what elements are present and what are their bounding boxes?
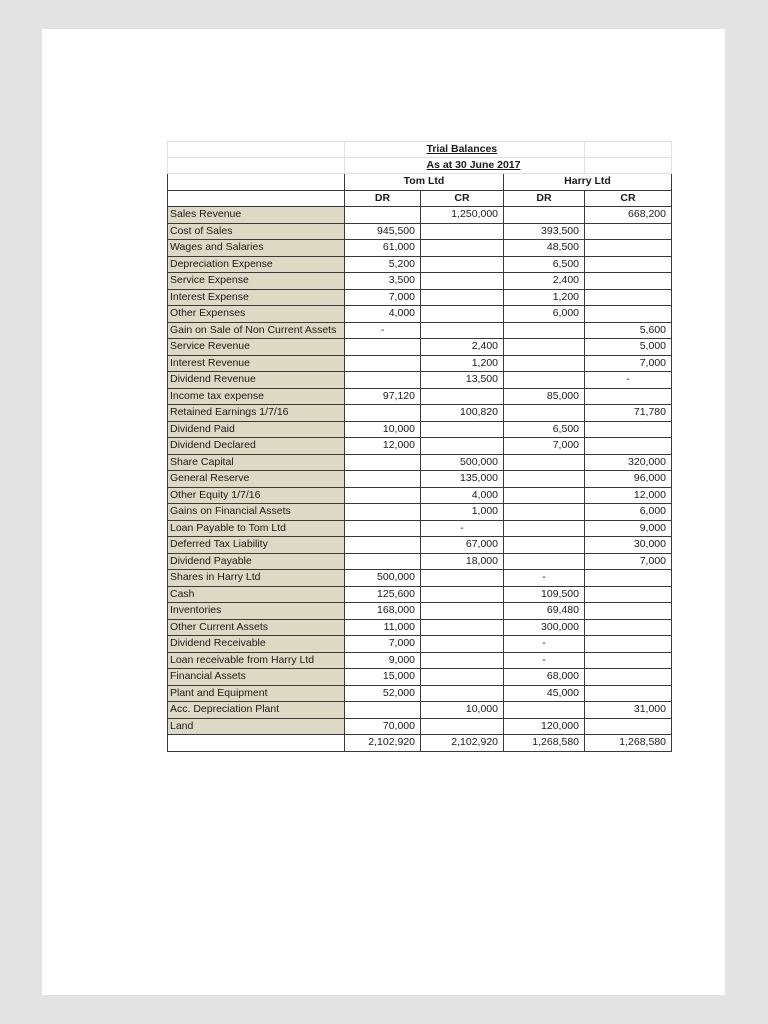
- table-row: [168, 487, 672, 504]
- amount-tom-cr: 1,200: [421, 355, 504, 372]
- company-header-row: [168, 174, 672, 191]
- amount-harry-dr: 45,000: [504, 685, 585, 702]
- amount-harry-cr: 668,200: [585, 207, 672, 224]
- amount-harry-dr: [504, 537, 585, 554]
- amount-tom-cr: [421, 289, 504, 306]
- amount-tom-dr: 7,000: [345, 636, 421, 653]
- amount-harry-cr: 31,000: [585, 702, 672, 719]
- amount-tom-cr: [421, 223, 504, 240]
- table-row: [168, 289, 672, 306]
- amount-tom-cr: [421, 421, 504, 438]
- amount-harry-dr: -: [504, 652, 585, 669]
- amount-tom-dr: 11,000: [345, 619, 421, 636]
- amount-harry-dr: [504, 322, 585, 339]
- table-row: [168, 438, 672, 455]
- amount-harry-cr: 30,000: [585, 537, 672, 554]
- account-label: Deferred Tax Liability: [168, 537, 345, 554]
- amount-harry-dr: 6,500: [504, 256, 585, 273]
- amount-harry-cr: 12,000: [585, 487, 672, 504]
- account-label: Loan receivable from Harry Ltd: [168, 652, 345, 669]
- amount-harry-dr: -: [504, 570, 585, 587]
- amount-tom-dr: 9,000: [345, 652, 421, 669]
- amount-harry-cr: [585, 273, 672, 290]
- amount-tom-cr: [421, 240, 504, 257]
- company-harry-header: Harry Ltd: [504, 174, 672, 191]
- account-label: Cash: [168, 586, 345, 603]
- amount-harry-cr: 7,000: [585, 553, 672, 570]
- account-label: Retained Earnings 1/7/16: [168, 405, 345, 422]
- amount-tom-dr: -: [345, 322, 421, 339]
- table-row: [168, 471, 672, 488]
- amount-harry-cr: 320,000: [585, 454, 672, 471]
- account-label: Wages and Salaries: [168, 240, 345, 257]
- table-row: [168, 636, 672, 653]
- table-row: [168, 454, 672, 471]
- account-label: Other Expenses: [168, 306, 345, 323]
- account-label: Depreciation Expense: [168, 256, 345, 273]
- amount-harry-cr: [585, 421, 672, 438]
- table-row: [168, 553, 672, 570]
- amount-harry-cr: 9,000: [585, 520, 672, 537]
- amount-harry-dr: [504, 207, 585, 224]
- account-label: Income tax expense: [168, 388, 345, 405]
- amount-harry-dr: 300,000: [504, 619, 585, 636]
- amount-tom-dr: 70,000: [345, 718, 421, 735]
- amount-harry-dr: 6,500: [504, 421, 585, 438]
- drcr-header-row: [168, 190, 672, 207]
- amount-tom-cr: 135,000: [421, 471, 504, 488]
- amount-harry-dr: [504, 372, 585, 389]
- account-label: Shares in Harry Ltd: [168, 570, 345, 587]
- account-label: Land: [168, 718, 345, 735]
- table-row: [168, 685, 672, 702]
- amount-tom-cr: [421, 438, 504, 455]
- table-row: [168, 718, 672, 735]
- amount-tom-dr: 10,000: [345, 421, 421, 438]
- amount-harry-cr: [585, 718, 672, 735]
- amount-tom-dr: 7,000: [345, 289, 421, 306]
- amount-tom-dr: [345, 355, 421, 372]
- amount-harry-cr: [585, 652, 672, 669]
- amount-tom-dr: [345, 372, 421, 389]
- amount-harry-dr: 1,200: [504, 289, 585, 306]
- amount-harry-dr: 2,400: [504, 273, 585, 290]
- amount-harry-cr: [585, 636, 672, 653]
- amount-harry-dr: [504, 454, 585, 471]
- amount-tom-cr: [421, 322, 504, 339]
- amount-tom-dr: 3,500: [345, 273, 421, 290]
- amount-harry-cr: [585, 256, 672, 273]
- table-row: [168, 652, 672, 669]
- amount-tom-dr: 125,600: [345, 586, 421, 603]
- amount-tom-cr: [421, 570, 504, 587]
- table-row: [168, 388, 672, 405]
- amount-harry-cr: [585, 240, 672, 257]
- amount-tom-dr: 12,000: [345, 438, 421, 455]
- table-row: [168, 603, 672, 620]
- total-tom-dr: 2,102,920: [345, 735, 421, 752]
- amount-tom-cr: 67,000: [421, 537, 504, 554]
- amount-harry-cr: [585, 619, 672, 636]
- account-label: Dividend Paid: [168, 421, 345, 438]
- amount-harry-dr: 6,000: [504, 306, 585, 323]
- table-row: [168, 240, 672, 257]
- account-label: Inventories: [168, 603, 345, 620]
- total-tom-cr: 2,102,920: [421, 735, 504, 752]
- amount-harry-dr: 48,500: [504, 240, 585, 257]
- amount-tom-dr: [345, 520, 421, 537]
- trial-balance-sheet: [167, 141, 672, 752]
- table-row: [168, 223, 672, 240]
- amount-tom-cr: 500,000: [421, 454, 504, 471]
- amount-harry-cr: 7,000: [585, 355, 672, 372]
- amount-tom-cr: 2,400: [421, 339, 504, 356]
- amount-tom-cr: [421, 586, 504, 603]
- amount-tom-cr: [421, 636, 504, 653]
- amount-harry-cr: [585, 388, 672, 405]
- account-label: Acc. Depreciation Plant: [168, 702, 345, 719]
- amount-harry-dr: [504, 487, 585, 504]
- amount-tom-dr: [345, 454, 421, 471]
- amount-tom-dr: [345, 487, 421, 504]
- amount-tom-cr: [421, 273, 504, 290]
- account-label: Interest Revenue: [168, 355, 345, 372]
- total-harry-dr: 1,268,580: [504, 735, 585, 752]
- table-row: [168, 405, 672, 422]
- amount-tom-dr: [345, 471, 421, 488]
- amount-tom-cr: 18,000: [421, 553, 504, 570]
- table-row: [168, 619, 672, 636]
- amount-tom-dr: 5,200: [345, 256, 421, 273]
- amount-tom-dr: 15,000: [345, 669, 421, 686]
- tom-dr-header: DR: [345, 190, 421, 207]
- account-label: Service Expense: [168, 273, 345, 290]
- amount-harry-cr: [585, 438, 672, 455]
- amount-tom-dr: [345, 553, 421, 570]
- table-row: [168, 586, 672, 603]
- amount-harry-dr: [504, 471, 585, 488]
- table-row: [168, 355, 672, 372]
- amount-harry-dr: 393,500: [504, 223, 585, 240]
- total-harry-cr: 1,268,580: [585, 735, 672, 752]
- table-row: [168, 537, 672, 554]
- company-tom-header: Tom Ltd: [345, 174, 504, 191]
- amount-tom-dr: 945,500: [345, 223, 421, 240]
- amount-harry-cr: -: [585, 372, 672, 389]
- amount-harry-dr: 69,480: [504, 603, 585, 620]
- amount-harry-dr: 109,500: [504, 586, 585, 603]
- amount-tom-dr: [345, 537, 421, 554]
- table-row: [168, 273, 672, 290]
- account-label: General Reserve: [168, 471, 345, 488]
- account-label: Plant and Equipment: [168, 685, 345, 702]
- account-label: Loan Payable to Tom Ltd: [168, 520, 345, 537]
- amount-harry-cr: [585, 289, 672, 306]
- amount-harry-dr: 7,000: [504, 438, 585, 455]
- amount-tom-cr: [421, 603, 504, 620]
- amount-tom-dr: 52,000: [345, 685, 421, 702]
- report-title: Trial Balances: [421, 142, 585, 158]
- table-row: [168, 207, 672, 224]
- amount-tom-dr: 168,000: [345, 603, 421, 620]
- amount-harry-cr: [585, 669, 672, 686]
- table-row: [168, 339, 672, 356]
- amount-tom-dr: [345, 504, 421, 521]
- amount-harry-dr: [504, 339, 585, 356]
- amount-tom-cr: [421, 306, 504, 323]
- table-row: [168, 570, 672, 587]
- tom-cr-header: CR: [421, 190, 504, 207]
- trial-balance-table: [167, 141, 672, 752]
- amount-harry-cr: 5,600: [585, 322, 672, 339]
- amount-harry-dr: [504, 553, 585, 570]
- amount-tom-cr: 13,500: [421, 372, 504, 389]
- amount-tom-cr: 1,000: [421, 504, 504, 521]
- table-row: [168, 669, 672, 686]
- table-row: [168, 504, 672, 521]
- amount-harry-dr: 120,000: [504, 718, 585, 735]
- account-label: Financial Assets: [168, 669, 345, 686]
- amount-tom-cr: [421, 388, 504, 405]
- account-label: Cost of Sales: [168, 223, 345, 240]
- account-label: Other Equity 1/7/16: [168, 487, 345, 504]
- account-label: Gains on Financial Assets: [168, 504, 345, 521]
- amount-harry-cr: [585, 223, 672, 240]
- amount-harry-cr: 71,780: [585, 405, 672, 422]
- amount-harry-cr: [585, 586, 672, 603]
- document-page: [42, 29, 725, 995]
- amount-tom-dr: 500,000: [345, 570, 421, 587]
- amount-tom-cr: -: [421, 520, 504, 537]
- amount-harry-cr: [585, 603, 672, 620]
- amount-harry-dr: [504, 520, 585, 537]
- report-date: As at 30 June 2017: [421, 158, 585, 174]
- table-row: [168, 702, 672, 719]
- account-label: Sales Revenue: [168, 207, 345, 224]
- amount-tom-cr: [421, 619, 504, 636]
- amount-tom-cr: [421, 669, 504, 686]
- account-label: Dividend Revenue: [168, 372, 345, 389]
- amount-tom-dr: 97,120: [345, 388, 421, 405]
- amount-harry-cr: [585, 306, 672, 323]
- amount-harry-dr: [504, 355, 585, 372]
- account-label: Share Capital: [168, 454, 345, 471]
- amount-tom-dr: [345, 702, 421, 719]
- title-row-1: [168, 142, 672, 158]
- amount-tom-dr: 4,000: [345, 306, 421, 323]
- amount-tom-cr: [421, 256, 504, 273]
- table-row: [168, 421, 672, 438]
- title-row-2: [168, 158, 672, 174]
- amount-harry-cr: [585, 685, 672, 702]
- account-label: Dividend Declared: [168, 438, 345, 455]
- table-row: [168, 372, 672, 389]
- amount-tom-cr: 4,000: [421, 487, 504, 504]
- amount-harry-cr: 6,000: [585, 504, 672, 521]
- amount-harry-cr: 5,000: [585, 339, 672, 356]
- amount-harry-dr: -: [504, 636, 585, 653]
- totals-row: [168, 735, 672, 752]
- amount-tom-dr: 61,000: [345, 240, 421, 257]
- amount-harry-cr: [585, 570, 672, 587]
- table-row: [168, 520, 672, 537]
- amount-tom-cr: 100,820: [421, 405, 504, 422]
- amount-tom-cr: [421, 652, 504, 669]
- table-row: [168, 306, 672, 323]
- table-row: [168, 322, 672, 339]
- amount-tom-dr: [345, 405, 421, 422]
- harry-cr-header: CR: [585, 190, 672, 207]
- account-label: Other Current Assets: [168, 619, 345, 636]
- account-label: Dividend Payable: [168, 553, 345, 570]
- amount-harry-dr: [504, 702, 585, 719]
- account-label: Gain on Sale of Non Current Assets: [168, 322, 345, 339]
- amount-tom-cr: 10,000: [421, 702, 504, 719]
- table-row: [168, 256, 672, 273]
- account-label: Service Revenue: [168, 339, 345, 356]
- amount-tom-cr: [421, 718, 504, 735]
- amount-harry-dr: [504, 504, 585, 521]
- amount-tom-cr: 1,250,000: [421, 207, 504, 224]
- amount-harry-dr: [504, 405, 585, 422]
- account-label: Interest Expense: [168, 289, 345, 306]
- amount-harry-dr: 68,000: [504, 669, 585, 686]
- amount-harry-cr: 96,000: [585, 471, 672, 488]
- amount-tom-cr: [421, 685, 504, 702]
- harry-dr-header: DR: [504, 190, 585, 207]
- amount-tom-dr: [345, 339, 421, 356]
- amount-harry-dr: 85,000: [504, 388, 585, 405]
- account-label: Dividend Receivable: [168, 636, 345, 653]
- amount-tom-dr: [345, 207, 421, 224]
